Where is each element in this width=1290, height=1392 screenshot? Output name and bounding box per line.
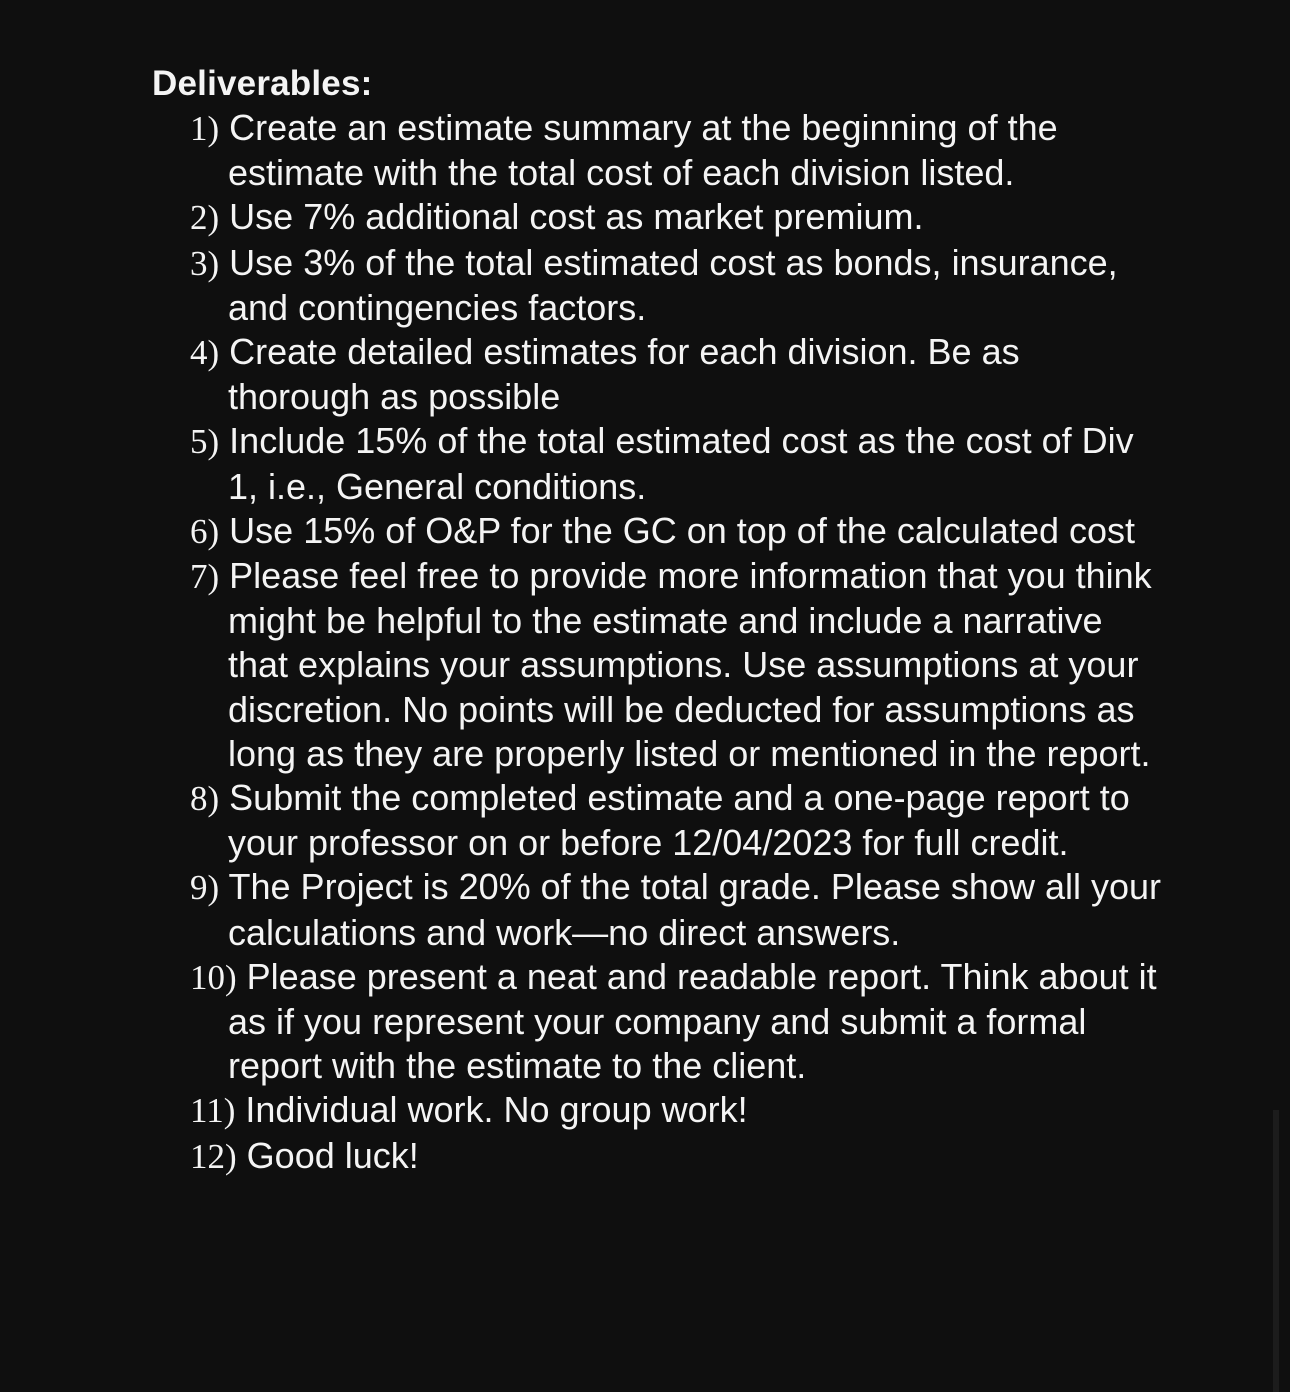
item-number: 10) bbox=[190, 957, 237, 997]
item-number: 5) bbox=[190, 422, 220, 462]
item-text: Individual work. No group work! bbox=[245, 1089, 748, 1131]
list-item bbox=[190, 509, 1162, 554]
list-item bbox=[190, 106, 1162, 195]
item-number: 2) bbox=[190, 198, 220, 238]
item-text: The Project is 20% of the total grade. Please show all your calculations and work—no direct answers. bbox=[228, 866, 1162, 953]
item-number: 11) bbox=[190, 1091, 236, 1131]
item-number: 9) bbox=[190, 868, 220, 908]
deliverables-heading: Deliverables: bbox=[152, 64, 373, 103]
list-item bbox=[190, 1088, 1162, 1133]
item-number: 12) bbox=[190, 1136, 237, 1176]
list-item bbox=[190, 241, 1162, 330]
item-text: Use 15% of O&P for the GC on top of the calculated cost bbox=[229, 509, 1136, 551]
item-text: Please present a neat and readable report. Think about it as if you represent your company and submit a formal report with the estimate to the client. bbox=[228, 955, 1157, 1087]
item-text: Submit the completed estimate and a one-page report to your professor on or before 12/04/2023 for full credit. bbox=[228, 777, 1130, 864]
list-item bbox=[190, 955, 1162, 1089]
item-number: 6) bbox=[190, 511, 220, 551]
deliverables-list bbox=[152, 106, 1162, 1179]
item-number: 8) bbox=[190, 779, 220, 819]
list-item bbox=[190, 195, 1162, 240]
item-number: 7) bbox=[190, 557, 220, 597]
item-number: 4) bbox=[190, 333, 220, 373]
item-text: Good luck! bbox=[246, 1134, 419, 1176]
document bbox=[152, 62, 1162, 1179]
item-text: Use 3% of the total estimated cost as bonds, insurance, and contingencies factors. bbox=[228, 241, 1118, 328]
item-text: Create an estimate summary at the beginning of the estimate with the total cost of each division listed. bbox=[228, 107, 1058, 194]
list-item bbox=[190, 330, 1162, 419]
list-item bbox=[190, 1134, 1162, 1179]
list-item bbox=[190, 554, 1162, 776]
list-item bbox=[190, 419, 1162, 508]
item-text: Please feel free to provide more information that you think might be helpful to the estimate and include a narrative that explains your assumptions. Use assumptions at your discretion. No points will be deducted for assumptions as long as they are properly listed or mentioned in the report. bbox=[228, 555, 1152, 774]
item-number: 1) bbox=[190, 109, 220, 148]
scrollbar-track[interactable] bbox=[1273, 1110, 1279, 1392]
item-number: 3) bbox=[190, 243, 220, 283]
item-text: Include 15% of the total estimated cost as the cost of Div 1, i.e., General conditions. bbox=[228, 420, 1134, 507]
list-item bbox=[190, 865, 1162, 954]
item-text: Create detailed estimates for each division. Be as thorough as possible bbox=[228, 331, 1020, 418]
list-item bbox=[190, 776, 1162, 865]
item-text: Use 7% additional cost as market premium. bbox=[229, 196, 924, 238]
